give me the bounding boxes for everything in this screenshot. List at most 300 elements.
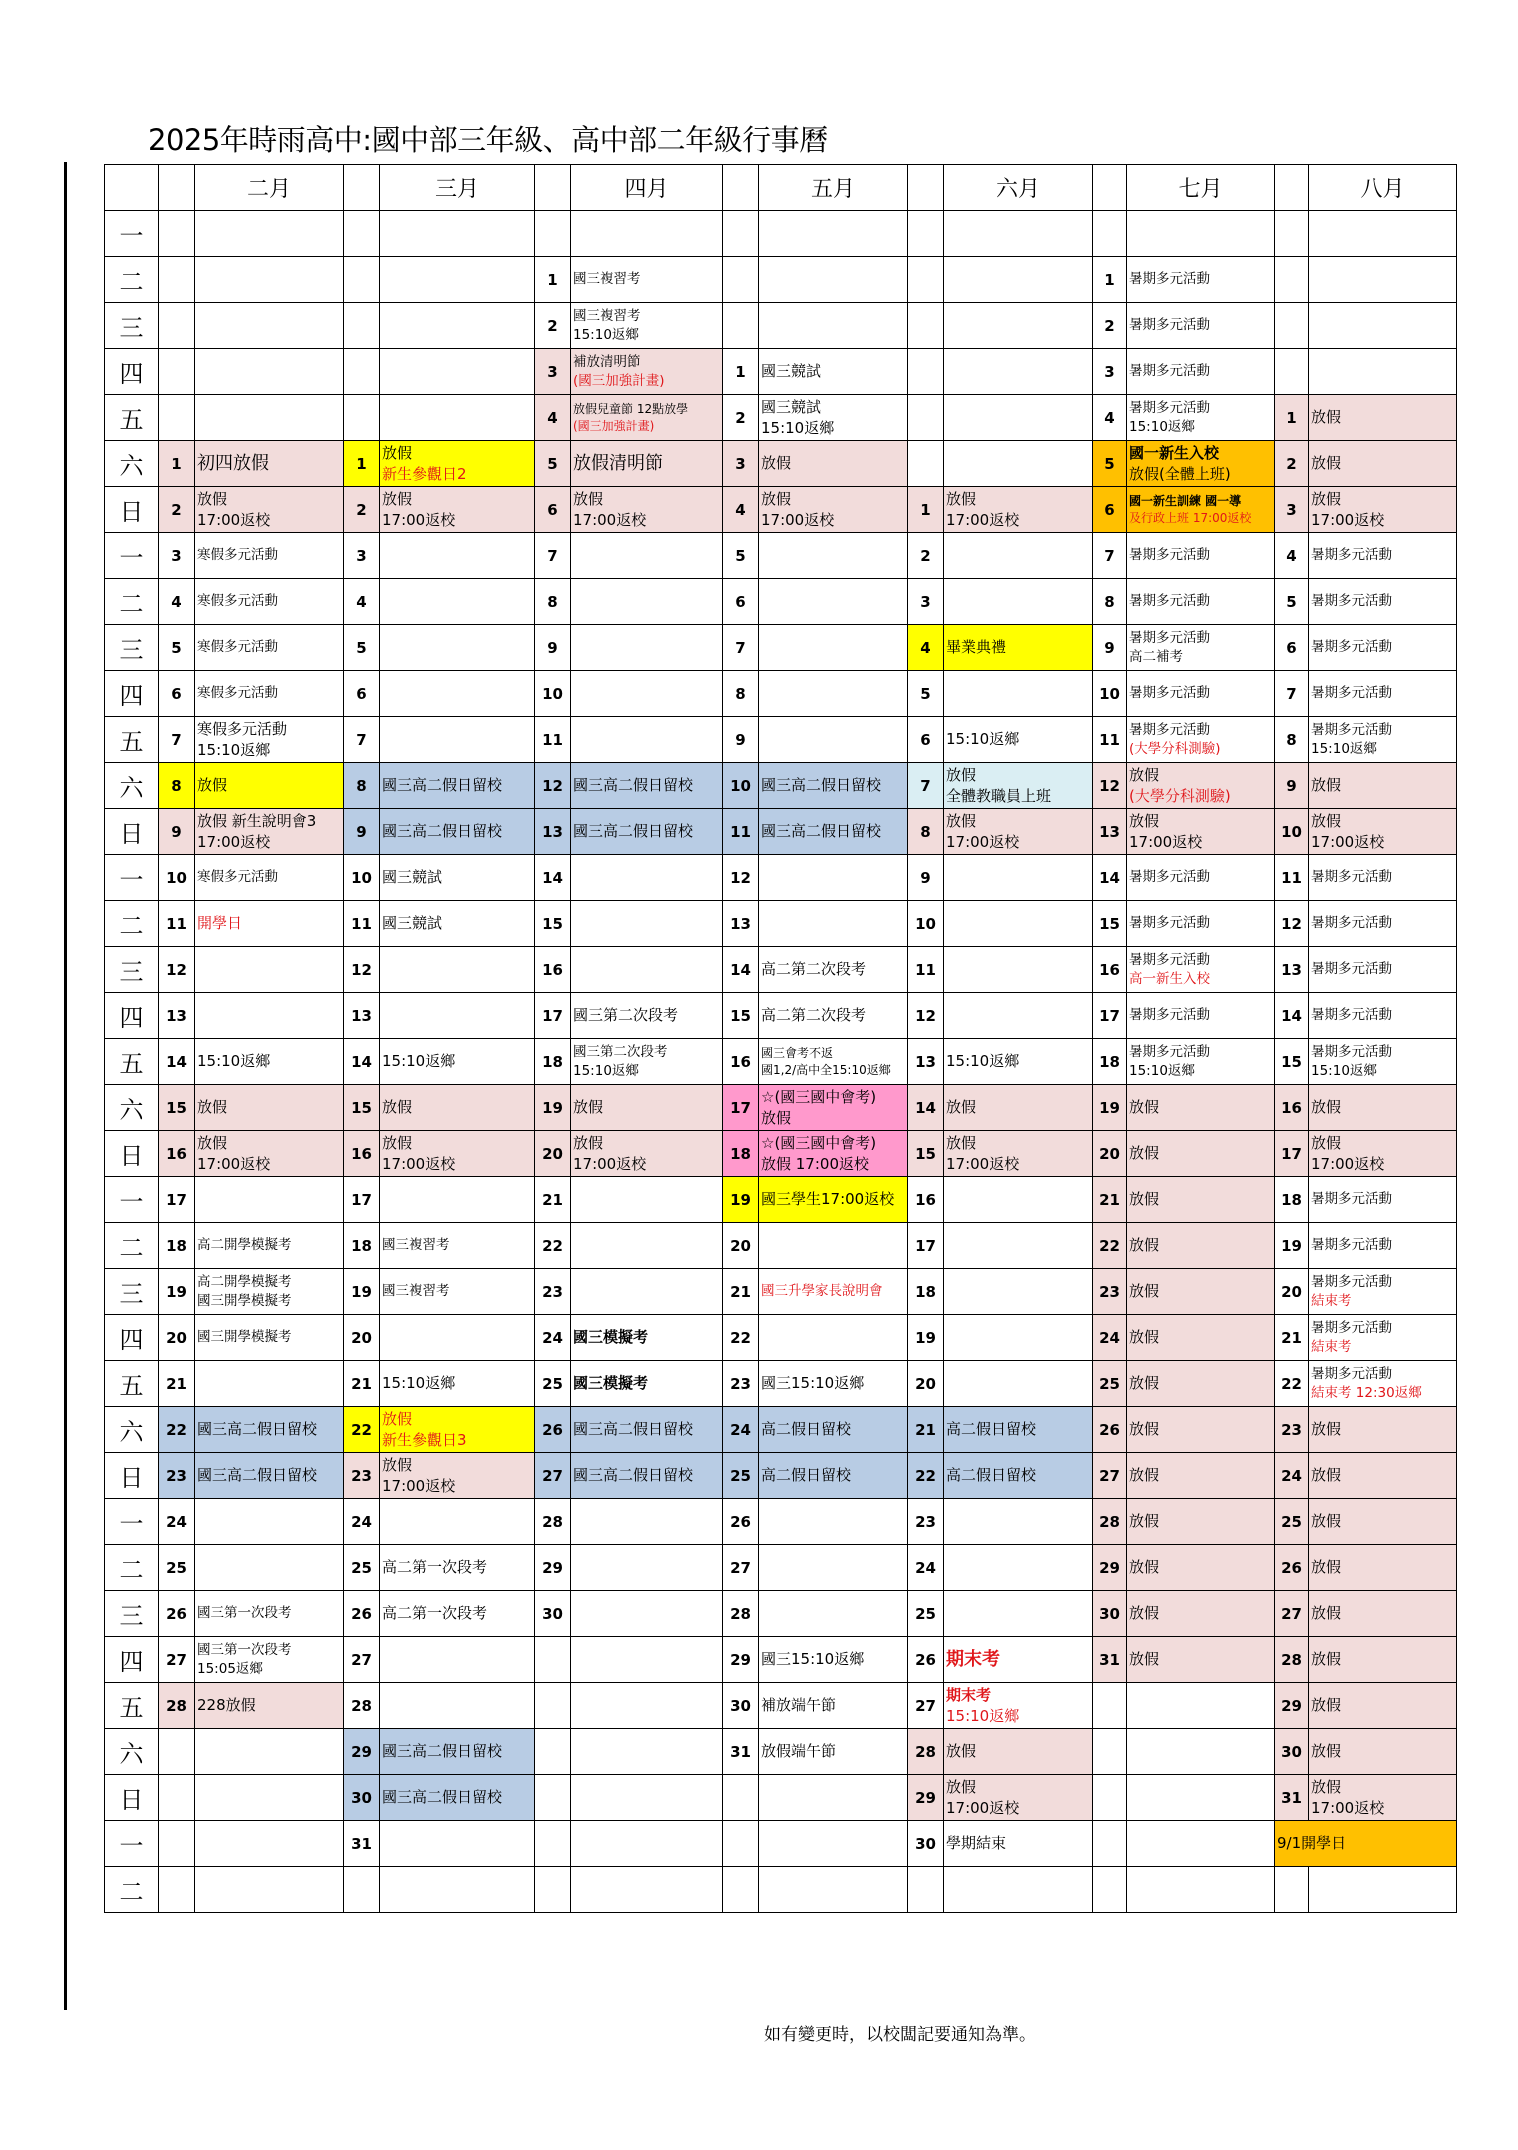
day-number: 8 [908, 809, 944, 855]
weekday-cell: 五 [105, 717, 159, 763]
event-text-line2: 17:00返校 [1311, 832, 1385, 851]
event-cell [380, 487, 535, 533]
month-header: 四月 [571, 165, 723, 211]
event-cell [944, 901, 1093, 947]
event-cell [759, 947, 908, 993]
event-cell [571, 1683, 723, 1729]
weekday-cell: 一 [105, 533, 159, 579]
event-text: 放假 [1311, 454, 1342, 472]
event-cell [1127, 1637, 1275, 1683]
event-text: 畢業典禮 [946, 638, 1007, 656]
day-number: 25 [723, 1453, 759, 1499]
month-day-header [1093, 165, 1127, 211]
event-cell [571, 349, 723, 395]
event-cell [944, 211, 1093, 257]
event-cell [1127, 901, 1275, 947]
event-cell [944, 441, 1093, 487]
event-cell [380, 717, 535, 763]
event-cell [1309, 1407, 1457, 1453]
event-cell [759, 487, 908, 533]
day-number [908, 1867, 944, 1913]
day-number: 26 [535, 1407, 571, 1453]
calendar-row [105, 349, 1457, 395]
day-number: 23 [1093, 1269, 1127, 1315]
day-number: 30 [1275, 1729, 1309, 1775]
event-cell [571, 763, 723, 809]
weekday-cell: 一 [105, 855, 159, 901]
event-cell [380, 1407, 535, 1453]
event-cell [1127, 303, 1275, 349]
event-cell [944, 1361, 1093, 1407]
day-number: 27 [344, 1637, 380, 1683]
calendar-row [105, 1545, 1457, 1591]
day-number: 13 [908, 1039, 944, 1085]
day-number: 9 [159, 809, 195, 855]
event-cell [759, 1085, 908, 1131]
day-number: 12 [535, 763, 571, 809]
event-text-line2: 17:00返校 [761, 510, 835, 529]
event-text-line2: 17:00返校 [382, 1154, 456, 1173]
event-text: 寒假多元活動 [197, 719, 288, 738]
day-number: 12 [908, 993, 944, 1039]
event-text: 暑期多元活動 [1129, 951, 1210, 968]
event-cell [759, 533, 908, 579]
day-number: 28 [723, 1591, 759, 1637]
day-number: 1 [535, 257, 571, 303]
day-number: 18 [908, 1269, 944, 1315]
event-cell [944, 1131, 1093, 1177]
event-cell [195, 717, 344, 763]
calendar-row [105, 1039, 1457, 1085]
day-number: 25 [1275, 1499, 1309, 1545]
event-cell [944, 1499, 1093, 1545]
event-cell [759, 717, 908, 763]
event-text: ☆(國三國中會考) [761, 1133, 877, 1152]
day-number: 22 [723, 1315, 759, 1361]
month-day-header [159, 165, 195, 211]
day-number: 26 [344, 1591, 380, 1637]
event-text: 國三高二假日留校 [573, 822, 694, 840]
day-number [1275, 211, 1309, 257]
event-cell [380, 1085, 535, 1131]
event-text: 放假 [1129, 1098, 1160, 1116]
event-cell [380, 1269, 535, 1315]
day-number [535, 1775, 571, 1821]
day-number [344, 303, 380, 349]
day-number: 30 [908, 1821, 944, 1867]
day-number: 10 [908, 901, 944, 947]
event-cell [571, 1775, 723, 1821]
day-number: 13 [1275, 947, 1309, 993]
day-number: 1 [1275, 395, 1309, 441]
weekday-cell: 六 [105, 1729, 159, 1775]
calendar-row [105, 1269, 1457, 1315]
day-number [344, 257, 380, 303]
event-cell [944, 993, 1093, 1039]
event-cell [759, 1683, 908, 1729]
event-cell [759, 1867, 908, 1913]
calendar-row [105, 1223, 1457, 1269]
event-text: 國三高二假日留校 [382, 822, 503, 840]
event-cell [195, 1223, 344, 1269]
event-cell [759, 1637, 908, 1683]
event-cell [571, 1085, 723, 1131]
weekday-cell: 二 [105, 257, 159, 303]
event-cell [571, 257, 723, 303]
event-cell [1275, 1821, 1457, 1867]
day-number: 4 [723, 487, 759, 533]
event-cell [759, 1821, 908, 1867]
day-number [908, 441, 944, 487]
weekday-cell: 三 [105, 625, 159, 671]
event-cell [1127, 349, 1275, 395]
event-cell [195, 901, 344, 947]
event-cell [1127, 579, 1275, 625]
event-text-line2: (國三加強計畫) [573, 418, 655, 433]
event-cell [571, 625, 723, 671]
weekday-cell: 六 [105, 763, 159, 809]
event-cell [571, 1591, 723, 1637]
day-number: 7 [535, 533, 571, 579]
event-text: 放假 [946, 1133, 977, 1152]
day-number: 27 [908, 1683, 944, 1729]
event-cell [1127, 947, 1275, 993]
day-number: 12 [723, 855, 759, 901]
event-text: 15:10返鄉 [197, 1052, 271, 1070]
day-number: 9 [1093, 625, 1127, 671]
day-number: 27 [159, 1637, 195, 1683]
event-cell [571, 901, 723, 947]
day-number: 25 [159, 1545, 195, 1591]
event-text: 國三第一次段考 [197, 1605, 292, 1621]
event-text: 放假 [1311, 408, 1342, 426]
event-cell [759, 303, 908, 349]
event-cell [380, 809, 535, 855]
weekday-cell: 一 [105, 1177, 159, 1223]
day-number: 24 [908, 1545, 944, 1591]
event-cell [1127, 1545, 1275, 1591]
day-number: 4 [535, 395, 571, 441]
event-text: 放假 [382, 1409, 413, 1428]
month-day-header [908, 165, 944, 211]
event-cell [195, 1315, 344, 1361]
event-text: 國三高二假日留校 [573, 776, 694, 794]
day-number: 17 [1275, 1131, 1309, 1177]
event-cell [944, 1223, 1093, 1269]
day-number: 3 [1275, 487, 1309, 533]
weekday-cell: 四 [105, 671, 159, 717]
event-text: 補放端午節 [761, 1696, 837, 1714]
event-text-line2: 15:10返鄉 [573, 1062, 639, 1079]
event-text: 放假 [1311, 1696, 1342, 1714]
day-number [1093, 1867, 1127, 1913]
day-number [723, 1775, 759, 1821]
event-text: 學期結束 [946, 1834, 1007, 1852]
event-cell [195, 1407, 344, 1453]
day-number: 10 [159, 855, 195, 901]
calendar-row [105, 395, 1457, 441]
event-cell [571, 1223, 723, 1269]
event-text: 放假 [1129, 1420, 1160, 1438]
event-cell [195, 809, 344, 855]
event-cell [944, 763, 1093, 809]
day-number: 25 [1093, 1361, 1127, 1407]
day-number: 22 [159, 1407, 195, 1453]
footnote: 如有變更時，以校闆記要通知為準。 [764, 2025, 1036, 2045]
day-number: 6 [723, 579, 759, 625]
event-cell [195, 763, 344, 809]
event-text: 放假 [1311, 1133, 1342, 1152]
event-cell [1309, 1085, 1457, 1131]
event-cell [1309, 487, 1457, 533]
event-text-line2: 放假 17:00返校 [761, 1154, 869, 1173]
event-cell [195, 1085, 344, 1131]
event-cell [1127, 1499, 1275, 1545]
weekday-cell: 三 [105, 1591, 159, 1637]
event-text: 暑期多元活動 [1311, 1237, 1392, 1253]
day-number: 19 [535, 1085, 571, 1131]
event-text: 暑期多元活動 [1129, 271, 1210, 287]
event-text: 暑期多元活動 [1129, 363, 1210, 379]
weekday-cell: 四 [105, 1315, 159, 1361]
day-number: 30 [723, 1683, 759, 1729]
event-text: 高二第二次段考 [761, 960, 867, 978]
event-cell [195, 625, 344, 671]
weekday-cell: 四 [105, 349, 159, 395]
day-number: 31 [1093, 1637, 1127, 1683]
event-cell [380, 993, 535, 1039]
event-cell [1309, 349, 1457, 395]
event-text: 放假 [1311, 811, 1342, 830]
day-number: 20 [535, 1131, 571, 1177]
event-cell [195, 211, 344, 257]
event-cell [1309, 1453, 1457, 1499]
event-text: 放假 [197, 489, 228, 508]
day-number: 10 [535, 671, 571, 717]
event-cell [1127, 1453, 1275, 1499]
event-text-line2: (大學分科測驗) [1129, 740, 1221, 757]
weekday-cell: 六 [105, 441, 159, 487]
event-text: 寒假多元活動 [197, 547, 278, 563]
event-cell [759, 809, 908, 855]
event-cell [944, 717, 1093, 763]
day-number: 1 [159, 441, 195, 487]
event-text: 國三15:10返鄉 [761, 1650, 865, 1668]
day-number: 13 [1093, 809, 1127, 855]
calendar-row [105, 579, 1457, 625]
event-cell [1127, 1821, 1275, 1867]
event-text-line2: 15:10返鄉 [197, 740, 271, 759]
day-number: 18 [159, 1223, 195, 1269]
event-cell [1127, 625, 1275, 671]
day-number: 6 [908, 717, 944, 763]
event-cell [944, 579, 1093, 625]
calendar-row [105, 1637, 1457, 1683]
event-cell [1127, 395, 1275, 441]
calendar-row [105, 1821, 1457, 1867]
event-text: 暑期多元活動 [1129, 721, 1210, 738]
event-cell [380, 1637, 535, 1683]
event-cell [195, 671, 344, 717]
day-number: 15 [1275, 1039, 1309, 1085]
weekday-cell: 五 [105, 395, 159, 441]
calendar-row [105, 1499, 1457, 1545]
event-cell [195, 441, 344, 487]
event-text: 9/1開學日 [1277, 1834, 1347, 1852]
event-cell [571, 1039, 723, 1085]
event-text-line2: 17:00返校 [382, 1476, 456, 1495]
event-cell [1309, 855, 1457, 901]
event-text-line2: 結束考 [1311, 1292, 1352, 1309]
event-cell [1127, 1269, 1275, 1315]
day-number: 20 [1093, 1131, 1127, 1177]
event-cell [380, 1775, 535, 1821]
event-text: 放假 [1311, 1098, 1342, 1116]
day-number: 22 [1275, 1361, 1309, 1407]
day-number: 29 [535, 1545, 571, 1591]
event-cell [759, 1269, 908, 1315]
event-text: 暑期多元活動 [1311, 1043, 1392, 1060]
event-cell [759, 1729, 908, 1775]
day-number: 4 [908, 625, 944, 671]
day-number: 25 [535, 1361, 571, 1407]
day-number: 6 [1093, 487, 1127, 533]
day-number: 1 [344, 441, 380, 487]
day-number: 13 [159, 993, 195, 1039]
day-number: 7 [1275, 671, 1309, 717]
event-cell [380, 1223, 535, 1269]
day-number [535, 1867, 571, 1913]
day-number [535, 211, 571, 257]
weekday-cell: 二 [105, 1867, 159, 1913]
event-cell [571, 1269, 723, 1315]
event-cell [1127, 1407, 1275, 1453]
event-text: 放假 [1311, 1420, 1342, 1438]
day-number: 18 [1275, 1177, 1309, 1223]
day-number: 15 [908, 1131, 944, 1177]
day-number [159, 257, 195, 303]
event-cell [759, 395, 908, 441]
day-number: 11 [159, 901, 195, 947]
calendar-row [105, 533, 1457, 579]
day-number: 8 [723, 671, 759, 717]
day-number: 14 [723, 947, 759, 993]
day-number: 2 [535, 303, 571, 349]
event-text: 期末考 [946, 1685, 992, 1704]
event-cell [1127, 257, 1275, 303]
day-number: 21 [1275, 1315, 1309, 1361]
event-cell [380, 1453, 535, 1499]
day-number: 20 [1275, 1269, 1309, 1315]
day-number: 21 [535, 1177, 571, 1223]
event-cell [380, 901, 535, 947]
event-cell [195, 1131, 344, 1177]
event-cell [1127, 1131, 1275, 1177]
event-text-line2: 15:10返鄉 [1129, 1062, 1195, 1079]
event-cell [1309, 533, 1457, 579]
event-text: 放假 [1129, 1558, 1160, 1576]
event-text: 放假 [1129, 811, 1160, 830]
day-number: 21 [344, 1361, 380, 1407]
event-text: 暑期多元活動 [1311, 685, 1392, 701]
day-number: 19 [723, 1177, 759, 1223]
month-header: 三月 [380, 165, 535, 211]
day-number: 11 [908, 947, 944, 993]
day-number: 16 [723, 1039, 759, 1085]
event-cell [759, 855, 908, 901]
day-number: 7 [723, 625, 759, 671]
event-text-line2: 17:00返校 [1311, 1798, 1385, 1817]
event-text: 228放假 [197, 1696, 256, 1714]
event-text-line2: 15:10返鄉 [1311, 1062, 1377, 1079]
event-text-line2: 高一新生入校 [1129, 970, 1210, 987]
day-number: 26 [159, 1591, 195, 1637]
event-cell [380, 855, 535, 901]
day-number: 10 [1093, 671, 1127, 717]
weekday-cell: 三 [105, 947, 159, 993]
event-text: 高二假日留校 [761, 1420, 852, 1438]
day-number: 18 [535, 1039, 571, 1085]
event-text: 放假 [1129, 1236, 1160, 1254]
event-text: 國三高二假日留校 [573, 1466, 694, 1484]
event-cell [380, 671, 535, 717]
day-number: 8 [1093, 579, 1127, 625]
day-number: 2 [1275, 441, 1309, 487]
month-header: 八月 [1309, 165, 1457, 211]
event-text: 國三模擬考 [573, 1374, 649, 1392]
day-number [723, 1821, 759, 1867]
day-number: 31 [1275, 1775, 1309, 1821]
calendar-row [105, 671, 1457, 717]
event-text: 國三高二假日留校 [382, 1788, 503, 1806]
event-text-line2: 17:00返校 [1129, 832, 1203, 851]
event-text: 放假 [1311, 1742, 1342, 1760]
event-text: 放假端午節 [761, 1742, 837, 1760]
day-number: 15 [723, 993, 759, 1039]
event-cell [195, 1683, 344, 1729]
event-cell [571, 211, 723, 257]
event-cell [759, 579, 908, 625]
event-cell [759, 211, 908, 257]
day-number: 24 [344, 1499, 380, 1545]
event-cell [571, 1821, 723, 1867]
day-number: 5 [159, 625, 195, 671]
event-text: 國三高二假日留校 [573, 1420, 694, 1438]
event-text: 暑期多元活動 [1129, 317, 1210, 333]
day-number: 20 [908, 1361, 944, 1407]
event-text: 暑期多元活動 [1311, 1191, 1392, 1207]
event-cell [380, 303, 535, 349]
event-cell [944, 1177, 1093, 1223]
event-cell [1309, 717, 1457, 763]
weekday-cell: 四 [105, 993, 159, 1039]
day-number: 19 [344, 1269, 380, 1315]
calendar-row [105, 1315, 1457, 1361]
event-text-line2: 15:10返鄉 [1311, 740, 1377, 757]
event-cell [759, 1039, 908, 1085]
left-margin-rule [64, 162, 67, 2010]
weekday-cell: 五 [105, 1361, 159, 1407]
event-cell [380, 349, 535, 395]
weekday-cell: 日 [105, 1775, 159, 1821]
day-number: 13 [723, 901, 759, 947]
event-text-line2: (大學分科測驗) [1129, 786, 1231, 805]
event-cell [1127, 1315, 1275, 1361]
weekday-cell: 二 [105, 1545, 159, 1591]
event-text: 放假 [1311, 776, 1342, 794]
event-text: 寒假多元活動 [197, 593, 278, 609]
day-number: 16 [1093, 947, 1127, 993]
